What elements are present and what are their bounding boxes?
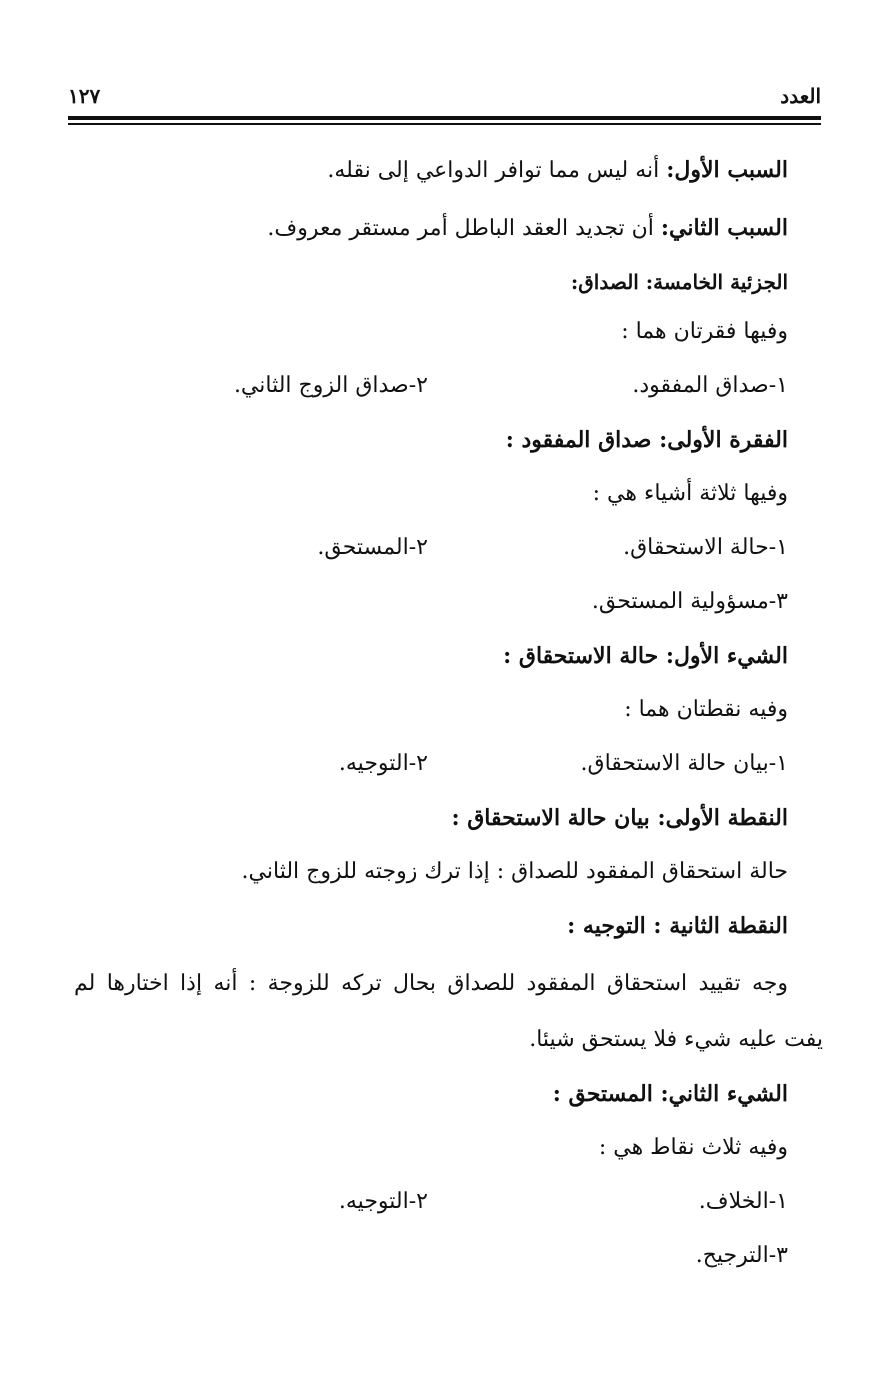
part5-heading: الجزئية الخامسة: الصداق:	[570, 270, 788, 294]
running-header	[68, 84, 821, 114]
reason2-line	[267, 212, 788, 245]
thing2-item3: ٣-الترجيح.	[695, 1243, 788, 1268]
reason2-heading: السبب الثاني:	[660, 215, 788, 241]
thing1-intro: وفيه نقطتان هما :	[624, 697, 788, 722]
reason1-heading: السبب الأول:	[666, 157, 788, 183]
reason1-line	[327, 154, 788, 187]
thing2-intro: وفيه ثلاث نقاط هي :	[598, 1135, 788, 1160]
reason2-text: أن تجديد العقد الباطل أمر مستقر معروف.	[267, 216, 654, 241]
para1-intro: وفيها ثلاثة أشياء هي :	[592, 481, 788, 506]
point2-text-line2: يفت عليه شيء فلا يستحق شيئا.	[529, 1027, 823, 1052]
thing2-item1: ١-الخلاف.	[698, 1189, 788, 1214]
thing1-heading: الشيء الأول: حالة الاستحقاق :	[503, 643, 788, 669]
part5-intro: وفيها فقرتان هما :	[621, 319, 788, 344]
para1-item1: ١-حالة الاستحقاق.	[623, 535, 788, 560]
point1-heading: النقطة الأولى: بيان حالة الاستحقاق :	[451, 805, 788, 831]
header-rule-thin	[68, 123, 821, 125]
thing2-heading: الشيء الثاني: المستحق :	[552, 1081, 788, 1107]
point1-text: حالة استحقاق المفقود للصداق : إذا ترك زوجته للزوج الثاني.	[241, 859, 788, 884]
reason1-text: أنه ليس مما توافر الدواعي إلى نقله.	[327, 158, 660, 183]
para1-item2: ٢-المستحق.	[317, 535, 428, 560]
part5-item2: ٢-صداق الزوج الثاني.	[233, 373, 428, 398]
para1-heading: الفقرة الأولى: صداق المفقود :	[505, 427, 788, 453]
thing2-item2: ٢-التوجيه.	[338, 1189, 428, 1214]
point2-heading: النقطة الثانية : التوجيه :	[567, 913, 788, 939]
thing1-item1: ١-بيان حالة الاستحقاق.	[580, 751, 788, 776]
header-rule-thick	[68, 116, 821, 120]
thing1-item2: ٢-التوجيه.	[338, 751, 428, 776]
page-number: ١٢٧	[68, 84, 101, 108]
para1-item3: ٣-مسؤولية المستحق.	[591, 589, 788, 614]
part5-item1: ١-صداق المفقود.	[632, 373, 788, 398]
header-title: العدد	[780, 84, 821, 108]
point2-text-line1: وجه تقييد استحقاق المفقود للصداق بحال تركه للزوجة : أنه إذا اختارها لم	[74, 971, 788, 996]
